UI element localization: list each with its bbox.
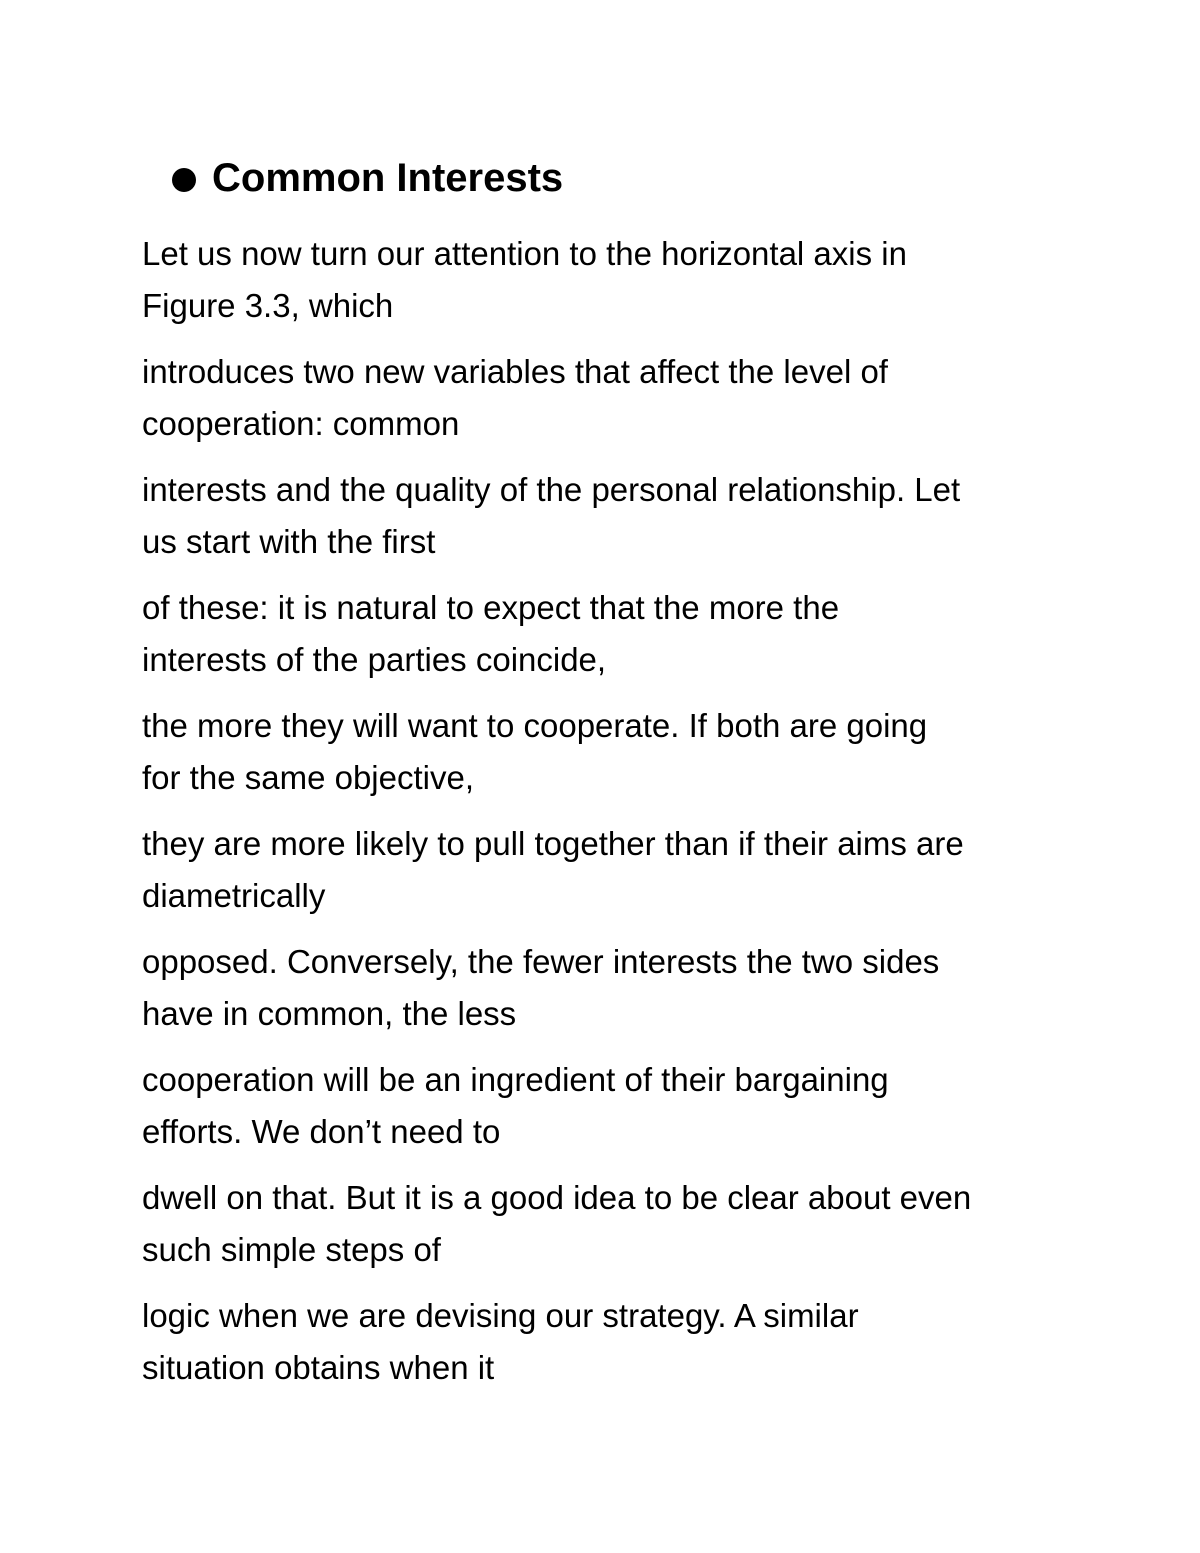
paragraph-line: dwell on that. But it is a good idea to be clear about even bbox=[142, 1179, 972, 1216]
paragraph-line: for the same objective, bbox=[142, 759, 474, 796]
paragraph-line: introduces two new variables that affect the level of bbox=[142, 353, 888, 390]
paragraph-line: us start with the first bbox=[142, 523, 436, 560]
paragraph-line: of these: it is natural to expect that the more the bbox=[142, 589, 840, 626]
section-heading-title: Common Interests bbox=[212, 156, 564, 200]
paragraph-line: cooperation: common bbox=[142, 405, 460, 442]
paragraph-9 bbox=[142, 1172, 1082, 1276]
paragraph-line: efforts. We don’t need to bbox=[142, 1113, 501, 1150]
paragraph-1 bbox=[142, 228, 1082, 332]
paragraph-7 bbox=[142, 936, 1082, 1040]
paragraph-line: situation obtains when it bbox=[142, 1349, 495, 1386]
paragraph-line: logic when we are devising our strategy. A similar bbox=[142, 1297, 859, 1334]
paragraph-line: have in common, the less bbox=[142, 995, 517, 1032]
paragraph-3 bbox=[142, 464, 1082, 568]
paragraph-line: opposed. Conversely, the fewer interests the two sides bbox=[142, 943, 940, 980]
paragraph-line: Let us now turn our attention to the horizontal axis in bbox=[142, 235, 907, 272]
paragraph-line: they are more likely to pull together than if their aims are bbox=[142, 825, 964, 862]
paragraph-line: diametrically bbox=[142, 877, 326, 914]
paragraph-line: Figure 3.3, which bbox=[142, 287, 394, 324]
paragraph-2 bbox=[142, 346, 1082, 450]
paragraph-line: interests of the parties coincide, bbox=[142, 641, 607, 678]
bullet-dot-icon bbox=[172, 168, 196, 192]
paragraph-line: interests and the quality of the personal relationship. Let bbox=[142, 471, 961, 508]
paragraph-line: such simple steps of bbox=[142, 1231, 441, 1268]
body-text bbox=[142, 228, 1082, 1408]
paragraph-8 bbox=[142, 1054, 1082, 1158]
paragraph-6 bbox=[142, 818, 1082, 922]
paragraph-line: the more they will want to cooperate. If both are going bbox=[142, 707, 928, 744]
paragraph-5 bbox=[142, 700, 1082, 804]
paragraph-10 bbox=[142, 1290, 1082, 1394]
section-heading bbox=[172, 150, 563, 206]
paragraph-4 bbox=[142, 582, 1082, 686]
paragraph-line: cooperation will be an ingredient of their bargaining bbox=[142, 1061, 889, 1098]
